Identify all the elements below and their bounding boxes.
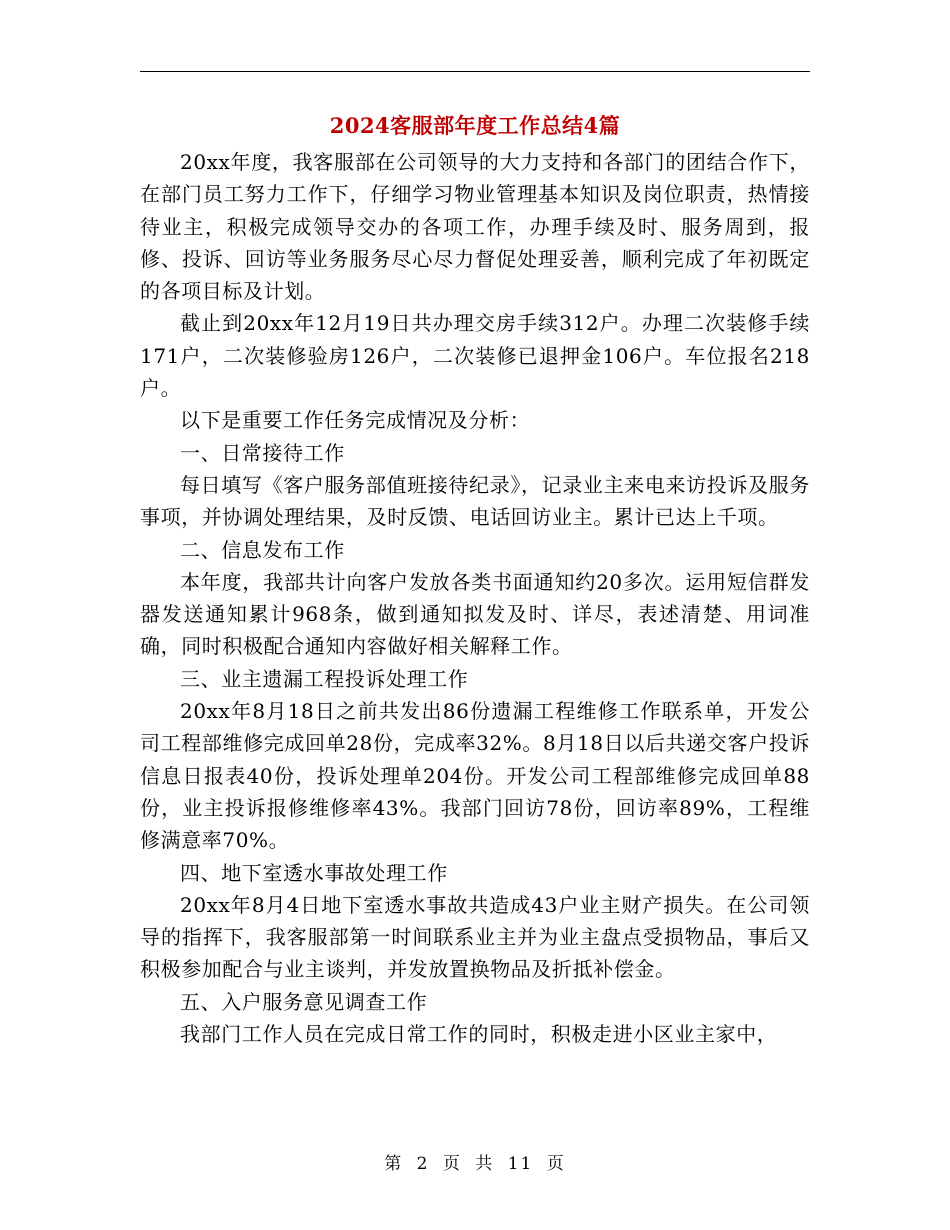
section-heading-2: 二、信息发布工作 — [180, 537, 345, 562]
page-footer: 第 2 页 共 11 页 — [384, 1154, 566, 1174]
paragraph-statistics: 截止到20xx年12月19日共办理交房手续312户。办理二次装修手续171户，二次装修验房126户，二次装修已退押金106户。车位报名218户。 — [140, 311, 810, 401]
document-body — [140, 146, 810, 1050]
paragraph-section-3: 20xx年8月18日之前共发出86份遗漏工程维修工作联系单，开发公司工程部维修完成回单28份，完成率32%。8月18日以后共递交客户投诉信息日报表40份，投诉处理单204份。开发公司工程部维修完成回单88份，业主投诉报修维修率43%。我部门回访78份，回访率89%，工程维修满意率70%。 — [140, 699, 810, 853]
paragraph-section-2: 本年度，我部共计向客户发放各类书面通知约20多次。运用短信群发器发送通知累计968条，做到通知拟发及时、详尽，表述清楚、用词准确，同时积极配合通知内容做好相关解释工作。 — [140, 569, 810, 659]
paragraph-section-5: 我部门工作人员在完成日常工作的同时，积极走进小区业主家中， — [180, 1022, 778, 1047]
section-heading-4: 四、地下室透水事故处理工作 — [180, 860, 448, 885]
section-heading-1: 一、日常接待工作 — [180, 440, 345, 465]
paragraph-analysis-intro: 以下是重要工作任务完成情况及分析： — [180, 408, 531, 433]
paragraph-intro: 20xx年度，我客服部在公司领导的大力支持和各部门的团结合作下，在部门员工努力工作下，仔细学习物业管理基本知识及岗位职责，热情接待业主，积极完成领导交办的各项工作，办理手续及时、服务周到，报修、投诉、回访等业务服务尽心尽力督促处理妥善，顺利完成了年初既定的各项目标及计划。 — [140, 150, 810, 304]
section-heading-3: 三、业主遗漏工程投诉处理工作 — [180, 666, 469, 691]
header-rule — [140, 71, 810, 72]
paragraph-section-1: 每日填写《客户服务部值班接待纪录》，记录业主来电来访投诉及服务事项，并协调处理结果，及时反馈、电话回访业主。累计已达上千项。 — [140, 472, 810, 530]
document-title: 2024客服部年度工作总结4篇 — [329, 113, 621, 138]
section-heading-5: 五、入户服务意见调查工作 — [180, 989, 428, 1014]
paragraph-section-4: 20xx年8月4日地下室透水事故共造成43户业主财产损失。在公司领导的指挥下，我客服部第一时间联系业主并为业主盘点受损物品，事后又积极参加配合与业主谈判，并发放置换物品及折抵补偿金。 — [140, 892, 810, 982]
